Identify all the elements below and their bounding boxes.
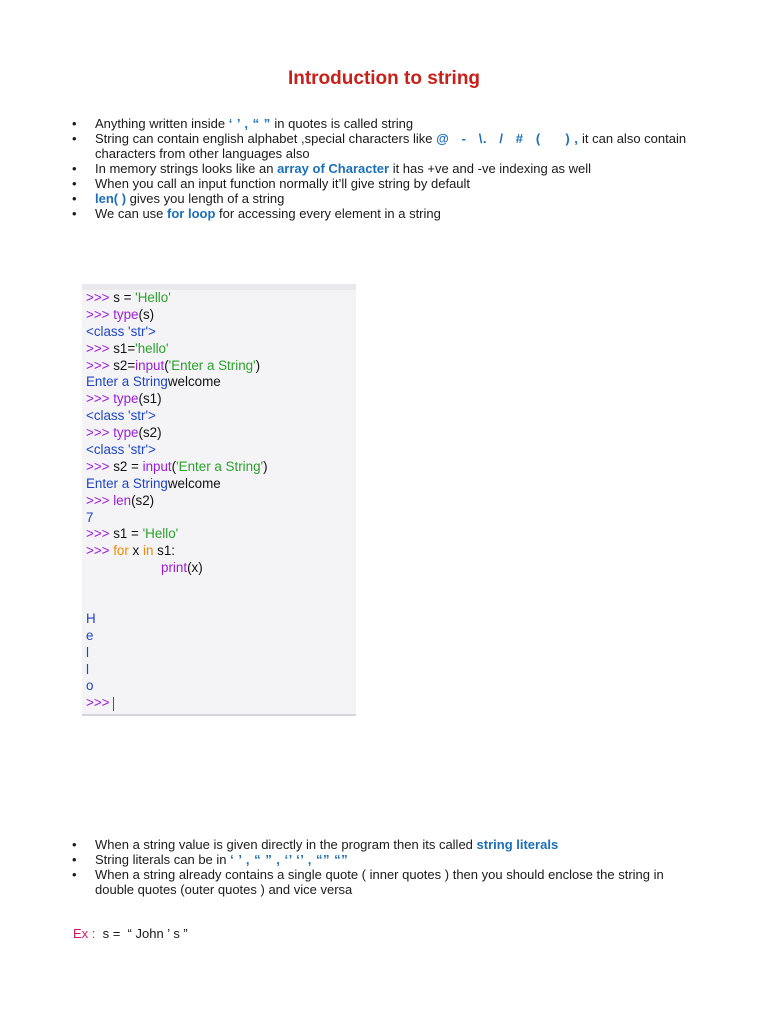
shell-line: >>> type(s) bbox=[86, 306, 155, 322]
bullet-special-characters: • String can contain english alphabet ,special characters like @ - \. / # ( ) , it can also contain characters from other languages also bbox=[72, 131, 692, 161]
shell-line: >>> type(s2) bbox=[86, 425, 162, 441]
shell-line: >>> len(s2) bbox=[86, 492, 155, 508]
shell-output: o bbox=[86, 678, 94, 694]
shell-output: Enter a Stringwelcome bbox=[86, 374, 221, 390]
shell-line: >>> s2=input('Enter a String') bbox=[86, 357, 261, 373]
shell-line: >>> s = 'Hello' bbox=[86, 290, 171, 305]
shell-line: print(x) bbox=[161, 560, 203, 576]
shell-line: >>> type(s1) bbox=[86, 391, 162, 407]
python-shell-screenshot bbox=[82, 284, 356, 716]
shell-output: l bbox=[86, 661, 89, 677]
shell-line: >>> for x in s1: bbox=[86, 543, 175, 559]
literal-bullet-list bbox=[72, 837, 692, 897]
bullet-string-literals: • When a string value is given directly in the program then its called string literals bbox=[72, 837, 692, 852]
bullet-quotes: • Anything written inside ‘ ’ , “ ” in quotes is called string bbox=[72, 116, 692, 131]
example-code: s = “ John ’ s ” bbox=[95, 926, 188, 941]
bullet-input-function: • When you call an input function normally it’ll give string by default bbox=[72, 176, 692, 191]
bullet-literal-quotes: • String literals can be in ‘ ’ , “ ” , ‘’ ‘’ , “” “” bbox=[72, 852, 692, 867]
intro-bullet-list bbox=[72, 116, 692, 221]
shell-line: >>> s1 = 'Hello' bbox=[86, 526, 179, 542]
bullet-inner-outer-quotes: • When a string already contains a single quote ( inner quotes ) then you should enclose the string in double quotes (outer quotes ) and vice versa bbox=[72, 867, 692, 897]
bullet-len: • len( ) gives you length of a string bbox=[72, 191, 692, 206]
shell-line: >>> s1='hello' bbox=[86, 340, 169, 356]
example-label: Ex : bbox=[73, 926, 96, 941]
page-title: Introduction to string bbox=[287, 68, 481, 89]
shell-output: Enter a Stringwelcome bbox=[86, 475, 221, 491]
shell-output: 7 bbox=[86, 509, 94, 525]
shell-output: H bbox=[86, 610, 96, 626]
bullet-for-loop: • We can use for loop for accessing every element in a string bbox=[72, 206, 692, 221]
example-line bbox=[73, 926, 188, 941]
bullet-array-of-character: • In memory strings looks like an array of Character it has +ve and -ve indexing as well bbox=[72, 161, 692, 176]
shell-input-line[interactable]: >>> bbox=[86, 695, 114, 711]
shell-output: l bbox=[86, 644, 89, 660]
text-cursor bbox=[113, 697, 114, 711]
shell-output: <class 'str'> bbox=[86, 408, 156, 424]
shell-output: e bbox=[86, 627, 94, 643]
shell-output: <class 'str'> bbox=[86, 442, 156, 458]
shell-output: <class 'str'> bbox=[86, 323, 156, 339]
shell-line: >>> s2 = input('Enter a String') bbox=[86, 458, 268, 474]
